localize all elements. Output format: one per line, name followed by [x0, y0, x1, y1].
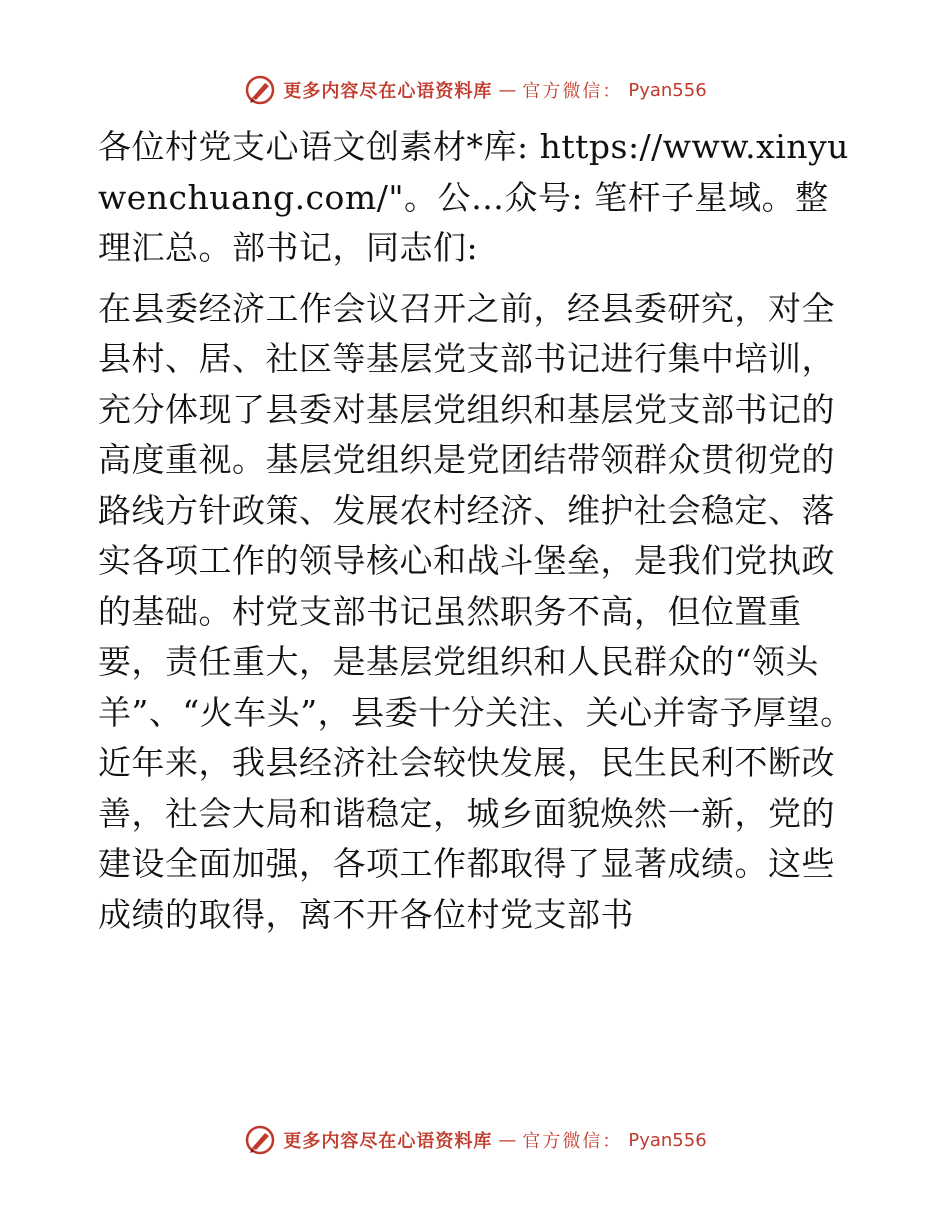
header-banner	[0, 70, 950, 110]
banner-separator: —	[498, 79, 517, 101]
banner-brand-text: 更多内容尽在心语资料库	[283, 1131, 493, 1152]
pen-logo-icon	[243, 1123, 277, 1157]
banner-contact-label: 官方微信：	[522, 81, 623, 102]
pen-logo-icon	[243, 73, 277, 107]
paragraph: 在县委经济工作会议召开之前，经县委研究，对全县村、居、社区等基层党支部书记进行集中培训，充分体现了县委对基层党组织和基层党支部书记的高度重视。基层党组织是党团结带领群众贯彻党的路线方针政策、发展农村经济、维护社会稳定、落实各项工作的领导核心和战斗堡垒，是我们党执政的基础。村党支部书记虽然职务不高，但位置重要，责任重大，是基层党组织和人民群众的“领头羊”、“火车头”，县委十分关注、关心并寄予厚望。近年来，我县经济社会较快发展，民生民利不断改善，社会大局和谐稳定，城乡面貌焕然一新，党的建设全面加强，各项工作都取得了显著成绩。这些成绩的取得，离不开各位村党支部书	[98, 288, 854, 934]
banner-separator: —	[498, 1129, 517, 1151]
footer-banner	[0, 1120, 950, 1160]
paragraph: 各位村党支心语文创素材*库: https://www.xinyuwenchuang.com/"。公…众号: 笔杆子星域。整理汇总。部书记，同志们:	[98, 127, 849, 267]
banner-brand-text: 更多内容尽在心语资料库	[283, 81, 493, 102]
banner-contact-label: 官方微信：	[522, 1131, 623, 1152]
document-body	[98, 122, 858, 940]
banner-contact-id: Pyan556	[628, 1129, 707, 1151]
banner-contact-id: Pyan556	[628, 79, 707, 101]
